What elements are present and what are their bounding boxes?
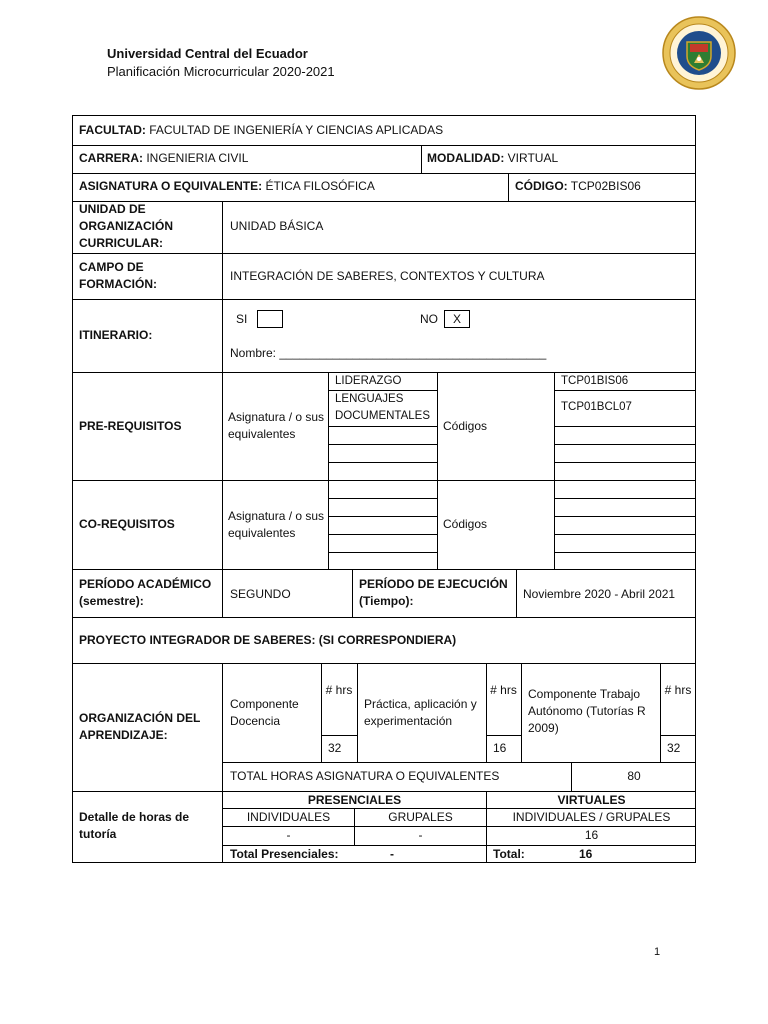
docencia-hrs-label: # hrs — [325, 683, 353, 697]
no-label: NO — [420, 312, 438, 326]
corequisitos-label: CO-REQUISITOS — [79, 517, 175, 531]
practica-hrs-value: 16 — [493, 741, 507, 755]
practica-label: Práctica, aplicación y experimentación — [364, 697, 477, 728]
coreq-asignatura-label: Asignatura / o sus equivalentes — [228, 509, 325, 540]
tutoria-label: Detalle de horas de tutoría — [79, 810, 190, 841]
periodo-academico-label: PERÍODO ACADÉMICO (semestre): — [79, 577, 212, 608]
page-number: 1 — [654, 946, 661, 958]
facultad-label: FACULTAD: — [79, 123, 146, 137]
periodo-academico-value: SEGUNDO — [230, 587, 291, 601]
facultad-value: FACULTAD DE INGENIERÍA Y CIENCIAS APLICADAS — [149, 123, 444, 137]
grupales-value: - — [418, 828, 423, 842]
carrera-value: INGENIERIA CIVIL — [146, 151, 249, 165]
individuales-grupales-header: INDIVIDUALES / GRUPALES — [512, 810, 671, 824]
unidad-label: UNIDAD DE ORGANIZACIÓN CURRICULAR: — [79, 202, 173, 250]
codigo-value: TCP02BIS06 — [570, 179, 641, 193]
total-presenciales-value: - — [390, 847, 394, 861]
total-virtuales-value: 16 — [579, 847, 593, 861]
total-horas-label: TOTAL HORAS ASIGNATURA O EQUIVALENTES — [230, 769, 500, 783]
carrera-label: CARRERA: — [79, 151, 143, 165]
coreq-codigos-label: Códigos — [443, 517, 488, 531]
asignatura-value: ÉTICA FILOSÓFICA — [265, 179, 375, 193]
si-label: SI — [236, 312, 248, 326]
virtuales-value: 16 — [584, 828, 599, 842]
modalidad-label: MODALIDAD: — [427, 151, 505, 165]
prereq-codigos-label: Códigos — [443, 419, 488, 433]
prereq-subject-1: LIDERAZGO — [335, 375, 402, 387]
document-subtitle: Planificación Microcurricular 2020-2021 — [107, 64, 335, 79]
docencia-hrs-value: 32 — [328, 741, 342, 755]
organizacion-label: ORGANIZACIÓN DEL APRENDIZAJE: — [79, 711, 201, 742]
total-presenciales-label: Total Presenciales: — [230, 847, 339, 861]
prereq-code-1: TCP01BIS06 — [561, 375, 629, 387]
periodo-ejecucion-label: PERÍODO DE EJECUCIÓN (Tiempo): — [359, 577, 508, 608]
unidad-value: UNIDAD BÁSICA — [230, 219, 324, 233]
university-seal-icon — [662, 16, 736, 90]
componente-docencia-label: Componente Docencia — [230, 697, 299, 728]
virtuales-header: VIRTUALES — [557, 793, 626, 807]
asignatura-label: ASIGNATURA O EQUIVALENTE: — [79, 179, 263, 193]
grupales-header: GRUPALES — [388, 810, 453, 824]
nombre-field[interactable]: Nombre: ________________________________________ — [230, 346, 547, 360]
individuales-value: - — [286, 828, 291, 842]
codigo-label: CÓDIGO: — [515, 179, 568, 193]
itinerario-label: ITINERARIO: — [79, 328, 153, 342]
university-name: Universidad Central del Ecuador — [107, 46, 308, 61]
autonomo-label: Componente Trabajo Autónomo (Tutorías R 2009) — [528, 687, 646, 735]
prereq-code-2: TCP01BCL07 — [561, 401, 632, 413]
prerequisitos-label: PRE-REQUISITOS — [79, 419, 182, 433]
autonomo-hrs-value: 32 — [667, 741, 681, 755]
practica-hrs-label: # hrs — [490, 683, 517, 697]
periodo-ejecucion-value: Noviembre 2020 - Abril 2021 — [523, 587, 676, 601]
prereq-subject-2: LENGUAJES DOCUMENTALES — [335, 393, 430, 422]
modalidad-value: VIRTUAL — [507, 151, 559, 165]
proyecto-integrador-label: PROYECTO INTEGRADOR DE SABERES: (SI CORRESPONDIERA) — [79, 633, 457, 647]
campo-label: CAMPO DE FORMACIÓN: — [79, 260, 157, 291]
prereq-asignatura-label: Asignatura / o sus equivalentes — [228, 410, 325, 441]
individuales-header: INDIVIDUALES — [246, 810, 331, 824]
no-checkbox[interactable]: X — [444, 310, 470, 328]
campo-value: INTEGRACIÓN DE SABERES, CONTEXTOS Y CULTURA — [230, 269, 545, 283]
si-checkbox[interactable] — [257, 310, 283, 328]
total-horas-value: 80 — [627, 769, 641, 783]
total-virtuales-label: Total: — [493, 847, 525, 861]
presenciales-header: PRESENCIALES — [307, 793, 402, 807]
autonomo-hrs-label: # hrs — [664, 683, 692, 697]
